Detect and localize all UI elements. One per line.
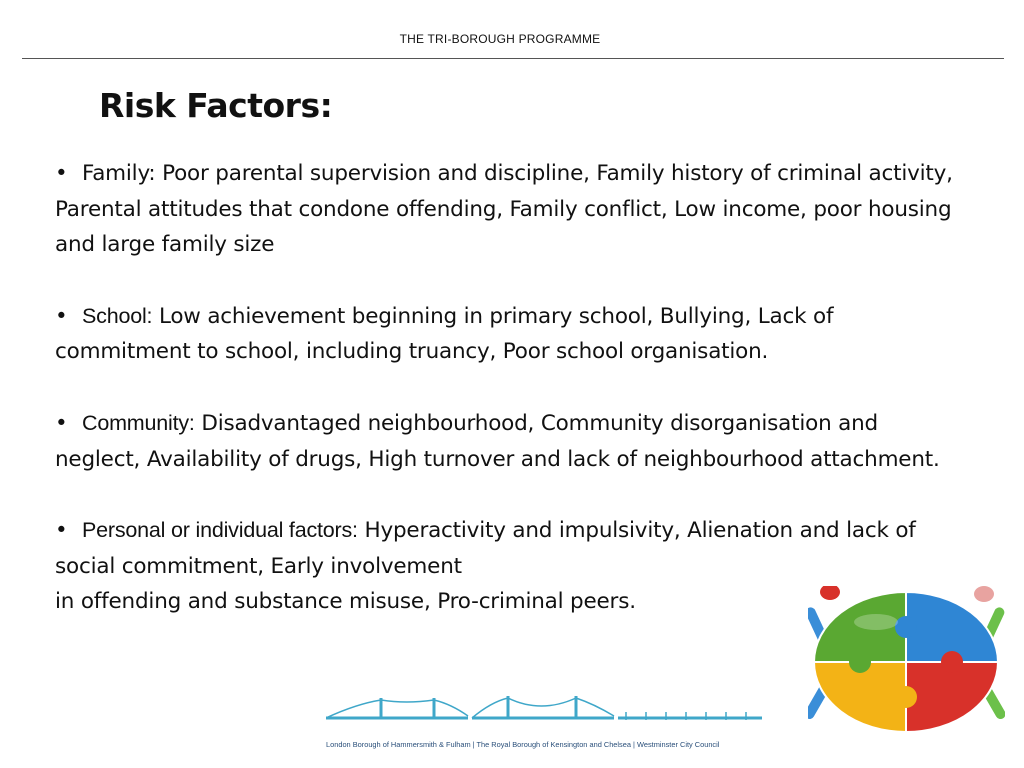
bullet-marker: • (55, 161, 68, 186)
header-title: THE TRI-BOROUGH PROGRAMME (399, 32, 601, 46)
bullet-community (55, 406, 960, 477)
puzzle-illustration (808, 586, 1005, 736)
slide-title: Risk Factors: (99, 86, 333, 125)
footer-caption: London Borough of Hammersmith & Fulham | The Royal Borough of Kensington and Chelsea | Westminster City Council (326, 740, 720, 749)
bullet-text: Family: Poor parental supervision and discipline, Family history of criminal activity, Parental attitudes that condone offending, Family conflict, Low income, poor housing and large family size (55, 161, 953, 258)
bullet-marker: • (55, 518, 68, 544)
bullet-family (55, 156, 960, 263)
header-divider (22, 58, 1004, 59)
content-body (55, 156, 960, 620)
bullet-lead: Community: (82, 410, 195, 435)
bullet-marker: • (55, 303, 68, 329)
bullet-text-line1: Hyperactivity and impulsivity, Alienation and lack of social commitment, Early involvement (55, 518, 916, 579)
bullet-text: Disadvantaged neighbourhood, Community disorganisation and neglect, Availability of drugs, High turnover and lack of neighbourhood attachment. (55, 410, 940, 472)
bullet-lead: Personal or individual factors: (82, 518, 358, 543)
bullet-marker: • (55, 410, 68, 436)
bullet-school (55, 299, 960, 370)
bullet-lead: School: (82, 303, 153, 328)
bullet-text-line2: in offending and substance misuse, Pro-criminal peers. (55, 589, 636, 615)
bullet-text: Low achievement beginning in primary school, Bullying, Lack of commitment to school, including truancy, Poor school organisation. (55, 303, 834, 365)
bridges-logo (326, 696, 762, 726)
